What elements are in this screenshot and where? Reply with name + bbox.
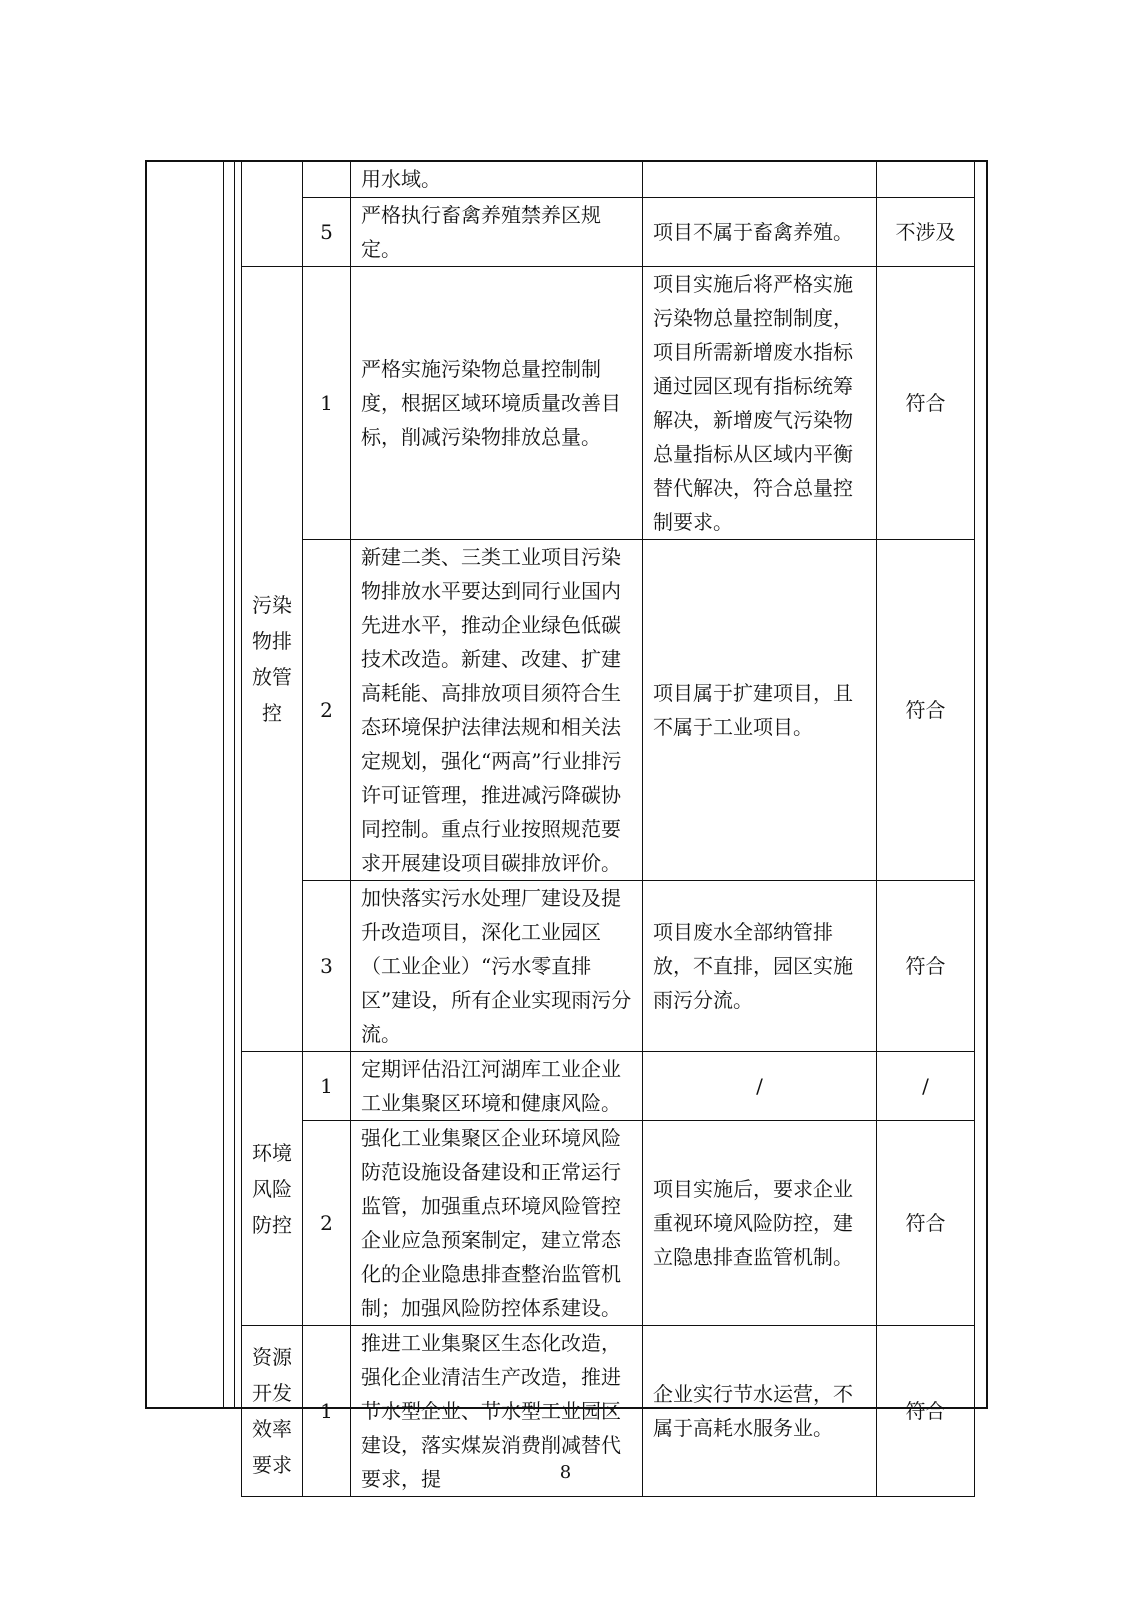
category-cell [242, 161, 303, 267]
project-status-text: 项目废水全部纳管排放，不直排，园区实施雨污分流。 [643, 881, 877, 1052]
requirement-text: 严格执行畜禽养殖禁养区规定。 [351, 198, 643, 267]
compliance-result: 符合 [877, 540, 975, 881]
project-status-text: 项目实施后将严格实施污染物总量控制制度，项目所需新增废水指标通过园区现有指标统筹解决，新增废气污染物总量指标从区域内平衡替代解决，符合总量控制要求。 [643, 267, 877, 540]
table-row [242, 198, 975, 267]
requirement-text: 严格实施污染物总量控制制度，根据区域环境质量改善目标，削减污染物排放总量。 [351, 267, 643, 540]
item-number: 1 [303, 1052, 351, 1121]
table-row [242, 1052, 975, 1121]
project-status-text: 项目属于扩建项目，且不属于工业项目。 [643, 540, 877, 881]
item-number: 3 [303, 881, 351, 1052]
item-number: 1 [303, 1326, 351, 1497]
category-label: 资源开发效率要求 [242, 1326, 303, 1497]
compliance-result: 符合 [877, 267, 975, 540]
table-row [242, 881, 975, 1052]
requirement-text: 加快落实污水处理厂建设及提升改造项目，深化工业园区（工业企业）“污水零直排区”建设，所有企业实现雨污分流。 [351, 881, 643, 1052]
project-status-text: / [643, 1052, 877, 1121]
item-number: 5 [303, 198, 351, 267]
table-row [242, 161, 975, 198]
compliance-result: 符合 [877, 1326, 975, 1497]
page-number: 8 [559, 1462, 572, 1483]
requirement-text: 推进工业集聚区生态化改造，强化企业清洁生产改造，推进节水型企业、节水型工业园区建设，落实煤炭消费削减替代要求，提 [351, 1326, 643, 1497]
item-number: 1 [303, 267, 351, 540]
category-label: 环境风险防控 [242, 1052, 303, 1326]
project-status-text: 企业实行节水运营，不属于高耗水服务业。 [643, 1326, 877, 1497]
compliance-result [877, 161, 975, 198]
table-row [242, 1121, 975, 1326]
requirement-text: 新建二类、三类工业项目污染物排放水平要达到同行业国内先进水平，推动企业绿色低碳技术改造。新建、改建、扩建高耗能、高排放项目须符合生态环境保护法律法规和相关法定规划，强化“两高”行业排污许可证管理，推进减污降碳协同控制。重点行业按照规范要求开展建设项目碳排放评价。 [351, 540, 643, 881]
table-row [242, 267, 975, 540]
outer-column-divider-1 [223, 160, 224, 1409]
item-number: 2 [303, 540, 351, 881]
project-status-text: 项目不属于畜禽养殖。 [643, 198, 877, 267]
project-status-text: 项目实施后，要求企业重视环境风险防控，建立隐患排查监管机制。 [643, 1121, 877, 1326]
compliance-result: 不涉及 [877, 198, 975, 267]
item-number [303, 161, 351, 198]
requirement-text: 强化工业集聚区企业环境风险防范设施设备建设和正常运行监管，加强重点环境风险管控企业应急预案制定，建立常态化的企业隐患排查整治监管机制；加强风险防控体系建设。 [351, 1121, 643, 1326]
table-row [242, 540, 975, 881]
requirement-text: 定期评估沿江河湖库工业企业工业集聚区环境和健康风险。 [351, 1052, 643, 1121]
item-number: 2 [303, 1121, 351, 1326]
compliance-result: 符合 [877, 881, 975, 1052]
requirements-table [241, 160, 975, 1497]
compliance-result: 符合 [877, 1121, 975, 1326]
outer-column-divider-2 [234, 160, 235, 1409]
project-status-text [643, 161, 877, 198]
category-label: 污染物排放管控 [242, 267, 303, 1052]
requirement-text: 用水域。 [351, 161, 643, 198]
compliance-result: / [877, 1052, 975, 1121]
